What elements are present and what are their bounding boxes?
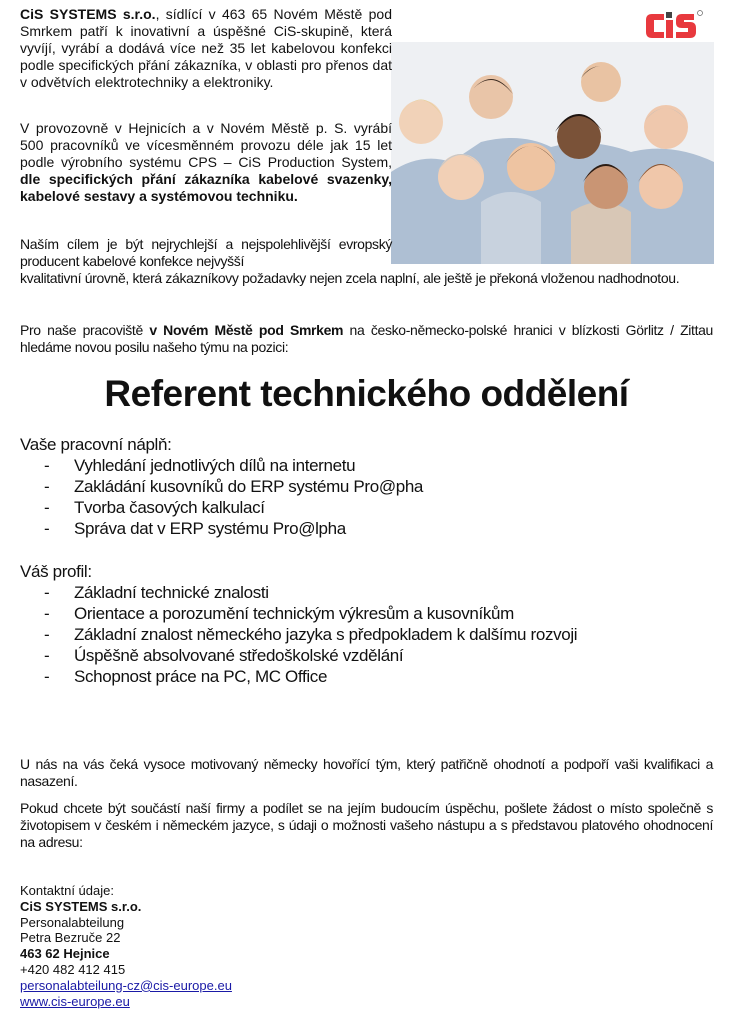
duty-item [44, 476, 423, 497]
bullet-dash: - [44, 583, 50, 602]
bullet-dash: - [44, 498, 50, 517]
team-photo [391, 42, 714, 264]
profile-item [44, 666, 577, 687]
profile-item [44, 582, 577, 603]
bullet-dash: - [44, 519, 50, 538]
profile-list [44, 582, 577, 687]
bullet-dash: - [44, 667, 50, 686]
cis-logo [644, 8, 704, 44]
contact-department: Personalabteilung [20, 914, 125, 930]
duty-item-text: Vyhledání jednotlivých dílů na internetu [74, 456, 356, 475]
intro-paragraph-2 [20, 120, 392, 205]
bullet-dash: - [44, 625, 50, 644]
duties-heading: Vaše pracovní náplň: [20, 435, 172, 454]
intro-paragraph-3-bottom: kvalitativní úrovně, která zákazníkovy požadavky nejen zcela naplní, ale ještě je překoná vloženou nadhodnotou. [20, 270, 680, 286]
profile-item-text: Základní znalost německého jazyka s předpokladem k dalšímu rozvoji [74, 625, 578, 644]
closing-paragraph-1: U nás na vás čeká vysoce motivovaný německy hovořící tým, který patřičně ohodnotí a podpoří vaši kvalifikaci a nasazení. [20, 756, 713, 789]
bullet-dash: - [44, 477, 50, 496]
contact-label: Kontaktní údaje: [20, 883, 114, 898]
contact-company: CiS SYSTEMS s.r.o. [20, 898, 142, 914]
intro-paragraph-1 [20, 6, 392, 91]
intro-paragraph-4-location: v Novém Městě pod Smrkem [149, 322, 344, 338]
contact-block [20, 883, 232, 1009]
profile-item-text: Schopnost práce na PC, MC Office [74, 667, 328, 686]
contact-phone: +420 482 412 415 [20, 961, 126, 977]
bullet-dash: - [44, 604, 50, 623]
intro-paragraph-3-top: Naším cílem je být nejrychlejší a nejspolehlivější evropský producent kabelové konfekce nejvyšší [20, 236, 392, 269]
duty-item-text: Tvorba časových kalkulací [74, 498, 265, 517]
profile-item-text: Základní technické znalosti [74, 583, 269, 602]
duty-item-text: Zakládání kusovníků do ERP systému Pro@pha [74, 477, 424, 496]
profile-item [44, 603, 577, 624]
intro-paragraph-4-text-b: na česko-německo-polské hranici v blízkosti Görlitz / Zittau hledáme novou posilu našeho týmu na pozici: [20, 322, 713, 355]
duty-item [44, 455, 423, 476]
profile-item-text: Úspěšně absolvované středoškolské vzdělání [74, 646, 404, 665]
duty-item-text: Správa dat v ERP systému Pro@lpha [74, 519, 346, 538]
duty-item [44, 518, 423, 539]
intro-paragraph-1-text: , sídlící v 463 65 Novém Městě pod Smrkem patří k inovativní a úspěšné CiS-skupině, která vyvíjí, vyrábí a dodává více než 35 let kabelovou konfekci podle specifických přání zákazníka, v oblasti pro přenos dat v odvětvích elektrotechniky a elektroniky. [20, 6, 392, 90]
intro-paragraph-2-bold: dle specifických přání zákazníka kabelové svazenky, kabelové sestavy a systémovou techniku. [20, 171, 392, 204]
company-name: CiS SYSTEMS s.r.o. [20, 6, 156, 22]
contact-web-link[interactable]: www.cis-europe.eu [20, 993, 130, 1009]
profile-item [44, 624, 577, 645]
profile-item-text: Orientace a porozumění technickým výkresům a kusovníkům [74, 604, 514, 623]
duties-list [44, 455, 423, 539]
contact-email-link[interactable]: personalabteilung-cz@cis-europe.eu [20, 977, 232, 993]
intro-paragraph-4-text-a: Pro naše pracoviště [20, 322, 150, 338]
bullet-dash: - [44, 646, 50, 665]
profile-item [44, 645, 577, 666]
bullet-dash: - [44, 456, 50, 475]
duty-item [44, 497, 423, 518]
cis-logo-graphic [644, 8, 704, 44]
intro-paragraph-4 [20, 322, 713, 356]
contact-city: 463 62 Hejnice [20, 946, 110, 962]
profile-heading: Váš profil: [20, 562, 92, 581]
job-title: Referent technického oddělení [104, 373, 629, 414]
intro-paragraph-2-text: V provozovně v Hejnicích a v Novém Městě p. S. vyrábí 500 pracovníků ve vícesměnném provozu déle jak 15 let podle výrobního systému CPS – CiS Production System, [20, 120, 392, 170]
team-photo-illustration [391, 42, 714, 264]
contact-street: Petra Bezruče 22 [20, 930, 121, 946]
closing-paragraph-2: Pokud chcete být součástí naší firmy a podílet se na jejím budoucím úspěchu, pošlete žádost o místo společně s životopisem v českém i německém jazyce, s údaji o možnosti vašeho nástupu a s představou platového ohodnocení na adresu: [20, 800, 713, 850]
